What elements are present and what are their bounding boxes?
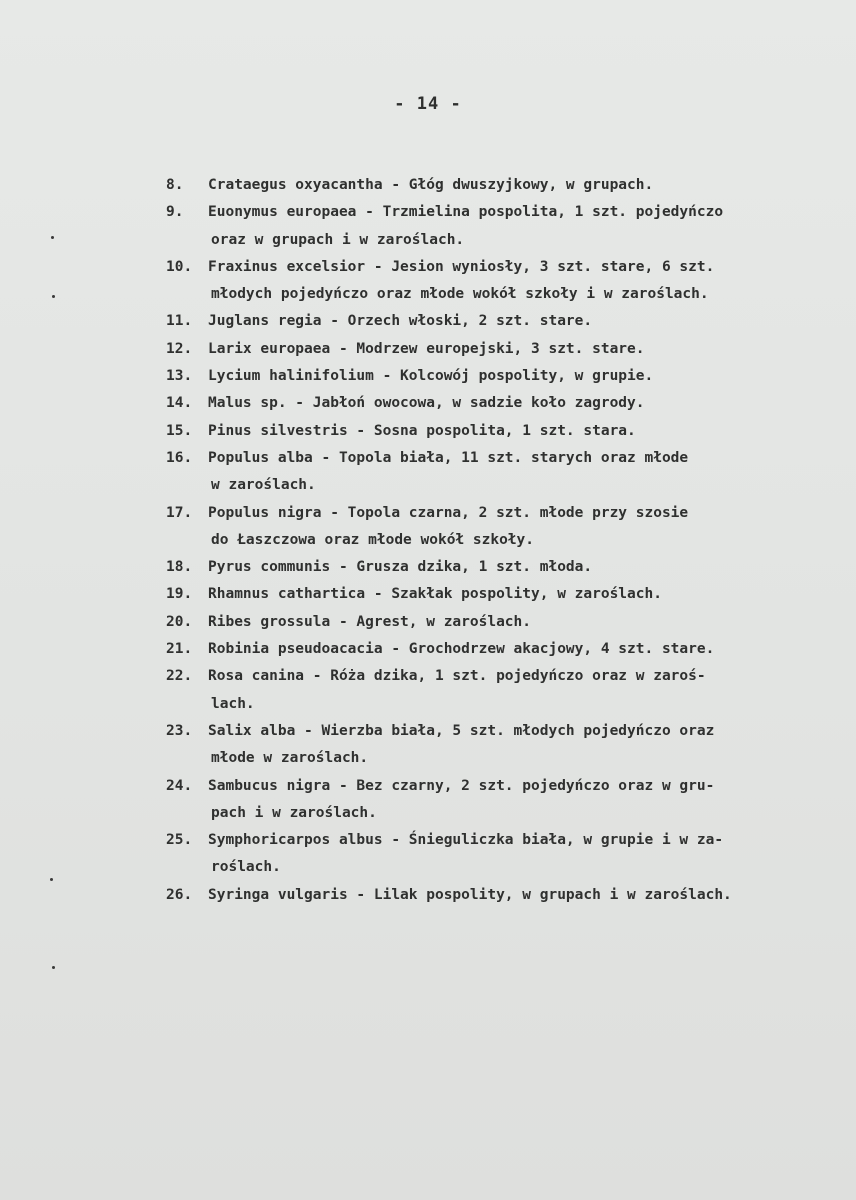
entry-continuation-line: [166, 745, 856, 772]
entry-text: Robinia pseudoacacia - Grochodrzew akacjowy, 4 szt. stare.: [208, 641, 715, 658]
entry-text: Syringa vulgaris - Lilak pospolity, w grupach i w zaroślach.: [208, 886, 732, 903]
entry-text: Lycium halinifolium - Kolcowój pospolity, w grupie.: [208, 368, 654, 385]
margin-mark: [52, 295, 55, 298]
entry-continuation-line: [166, 527, 856, 554]
entry-text: Larix europaea - Modrzew europejski, 3 szt. stare.: [208, 340, 645, 357]
entry-line: [166, 663, 856, 690]
entry-line: [166, 581, 856, 608]
entry-text: Populus alba - Topola biała, 11 szt. starych oraz młode: [208, 449, 689, 466]
entry-text: Juglans regia - Orzech włoski, 2 szt. stare.: [208, 313, 593, 330]
entry-number: 23.: [166, 722, 193, 739]
margin-mark: [50, 878, 53, 881]
list-item: [166, 773, 856, 828]
entry-line: [166, 445, 856, 472]
entry-number: 8.: [166, 177, 184, 193]
entry-line: [166, 390, 856, 417]
list-item: [166, 172, 856, 199]
entry-number: 25.: [166, 832, 193, 849]
entry-continuation-line: [166, 227, 856, 254]
entry-text: lach.: [211, 695, 255, 712]
entry-text: Symphoricarpos albus - Śnieguliczka biała, w grupie i w za-: [208, 832, 724, 849]
margin-mark: [52, 966, 55, 969]
species-list: [166, 172, 856, 909]
entry-number: 10.: [166, 258, 193, 275]
entry-line: [166, 254, 856, 281]
entry-line: [166, 418, 856, 445]
entry-text: Pyrus communis - Grusza dzika, 1 szt. młoda.: [208, 559, 593, 576]
entry-continuation-line: [166, 691, 856, 718]
list-item: [166, 554, 856, 581]
entry-number: 12.: [166, 340, 193, 357]
margin-mark: [51, 236, 54, 239]
entry-text: Populus nigra - Topola czarna, 2 szt. młode przy szosie: [208, 504, 689, 521]
list-item: [166, 308, 856, 335]
entry-number: 9.: [166, 204, 184, 221]
entry-text: Ribes grossula - Agrest, w zaroślach.: [208, 613, 532, 630]
entry-text: w zaroślach.: [211, 477, 316, 494]
list-item: [166, 418, 856, 445]
list-item: [166, 609, 856, 636]
entry-continuation-line: [166, 281, 856, 308]
entry-line: [166, 199, 856, 226]
entry-line: [166, 336, 856, 363]
entry-number: 19.: [166, 586, 193, 603]
list-item: [166, 636, 856, 663]
page-number: - 14 -: [394, 94, 462, 114]
entry-number: 18.: [166, 559, 193, 576]
list-item: [166, 718, 856, 773]
entry-text: młode w zaroślach.: [211, 750, 369, 767]
entry-text: Rosa canina - Róża dzika, 1 szt. pojedyńczo oraz w zaroś-: [208, 668, 706, 685]
list-item: [166, 336, 856, 363]
entry-continuation-line: [166, 800, 856, 827]
list-item: [166, 254, 856, 309]
entry-number: 24.: [166, 777, 193, 794]
entry-continuation-line: [166, 472, 856, 499]
entry-text: Salix alba - Wierzba biała, 5 szt. młodych pojedyńczo oraz: [208, 722, 715, 739]
entry-text: Crataegus oxyacantha - Głóg dwuszyjkowy, w grupach.: [208, 177, 654, 193]
entry-line: [166, 827, 856, 854]
entry-number: 14.: [166, 395, 193, 412]
entry-text: oraz w grupach i w zaroślach.: [211, 231, 465, 248]
entry-text: Sambucus nigra - Bez czarny, 2 szt. pojedyńczo oraz w gru-: [208, 777, 715, 794]
entry-text: Malus sp. - Jabłoń owocowa, w sadzie koło zagrody.: [208, 395, 645, 412]
entry-line: [166, 636, 856, 663]
entry-number: 16.: [166, 449, 193, 466]
entry-line: [166, 308, 856, 335]
list-item: [166, 827, 856, 882]
entry-text: Fraxinus excelsior - Jesion wyniosły, 3 szt. stare, 6 szt.: [208, 258, 715, 275]
entry-line: [166, 718, 856, 745]
list-item: [166, 500, 856, 555]
entry-continuation-line: [166, 854, 856, 881]
entry-number: 17.: [166, 504, 193, 521]
entry-text: Euonymus europaea - Trzmielina pospolita, 1 szt. pojedyńczo: [208, 204, 724, 221]
list-item: [166, 363, 856, 390]
list-item: [166, 663, 856, 718]
entry-number: 21.: [166, 641, 193, 658]
entry-number: 11.: [166, 313, 193, 330]
entry-text: pach i w zaroślach.: [211, 804, 377, 821]
entry-number: 15.: [166, 422, 193, 439]
entry-line: [166, 500, 856, 527]
entry-line: [166, 773, 856, 800]
entry-text: Rhamnus cathartica - Szakłak pospolity, w zaroślach.: [208, 586, 662, 603]
entry-text: młodych pojedyńczo oraz młode wokół szkoły i w zaroślach.: [211, 286, 709, 303]
list-item: [166, 882, 856, 909]
entry-line: [166, 172, 856, 199]
entry-number: 13.: [166, 368, 193, 385]
list-item: [166, 581, 856, 608]
entry-text: roślach.: [211, 859, 281, 876]
entry-line: [166, 554, 856, 581]
entry-line: [166, 363, 856, 390]
entry-number: 20.: [166, 613, 193, 630]
entry-number: 22.: [166, 668, 193, 685]
list-item: [166, 390, 856, 417]
entry-line: [166, 609, 856, 636]
entry-line: [166, 882, 856, 909]
list-item: [166, 199, 856, 254]
list-item: [166, 445, 856, 500]
entry-text: do Łaszczowa oraz młode wokół szkoły.: [211, 531, 535, 548]
entry-text: Pinus silvestris - Sosna pospolita, 1 szt. stara.: [208, 422, 636, 439]
entry-number: 26.: [166, 886, 193, 903]
